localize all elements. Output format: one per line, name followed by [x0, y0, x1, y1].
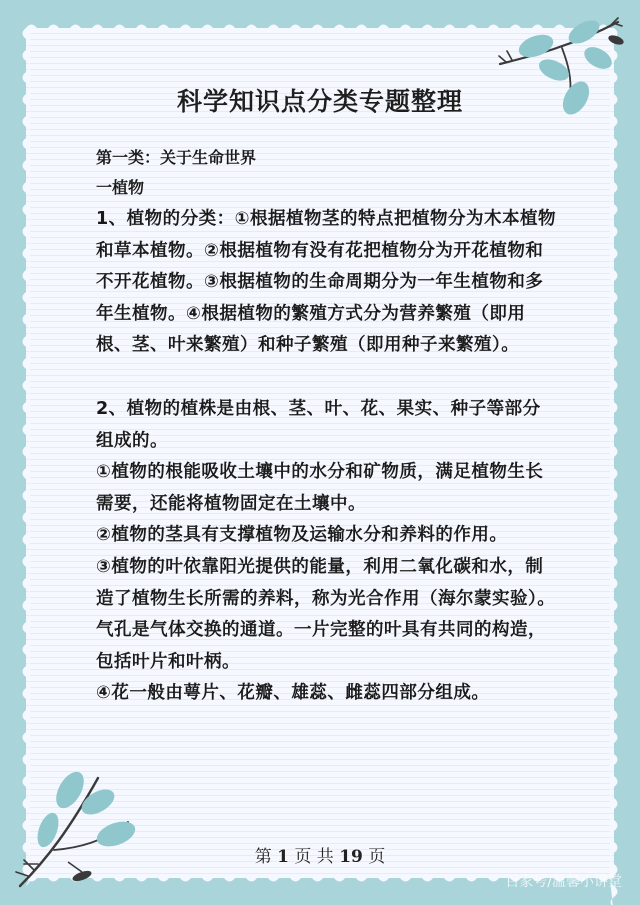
page-number-footer	[0, 842, 640, 867]
footer-suffix: 页	[368, 847, 386, 867]
paragraph-stem: ②植物的茎具有支撑植物及运输水分和养料的作用。	[96, 525, 508, 546]
paragraph-root: ①植物的根能吸收土壤中的水分和矿物质，满足植物生长需要，还能将植物固定在土壤中。	[96, 462, 544, 514]
watermark-text: 百家号/温馨小讲堂	[505, 874, 622, 890]
section-heading: 一植物	[96, 178, 145, 197]
paragraph-plant-parts: 2、植物的植株是由根、茎、叶、花、果实、种子等部分组成的。	[96, 398, 541, 451]
paragraph-plant-classification: 1、植物的分类：①根据植物茎的特点把植物分为木本植物和草本植物。②根据植物有没有花把植物分为开花植物和不开花植物。③根据植物的生命周期分为一年生植物和多年生植物。④根据植物的繁殖方式分为营养繁殖（即用根、茎、叶来繁殖）和种子繁殖（即用种子来繁殖）。	[96, 209, 556, 356]
paragraph-spacer	[96, 362, 556, 394]
footer-prefix: 第	[254, 847, 272, 867]
category-heading: 第一类：关于生命世界	[96, 148, 257, 167]
leaf-branch-bottom-left-decoration	[8, 758, 148, 898]
footer-middle: 页 共	[294, 847, 334, 867]
total-page-count: 19	[339, 847, 363, 867]
current-page-number: 1	[277, 847, 289, 867]
page-title: 科学知识点分类专题整理	[176, 87, 463, 116]
paragraph-leaf: ③植物的叶依靠阳光提供的能量，利用二氧化碳和水，制造了植物生长所需的养料，称为光合作用（海尔蒙实验）。气孔是气体交换的通道。一片完整的叶具有共同的构造，包括叶片和叶柄。	[96, 556, 556, 672]
paragraph-flower: ④花一般由萼片、花瓣、雄蕊、雌蕊四部分组成。	[96, 683, 490, 704]
document-body	[96, 145, 556, 710]
